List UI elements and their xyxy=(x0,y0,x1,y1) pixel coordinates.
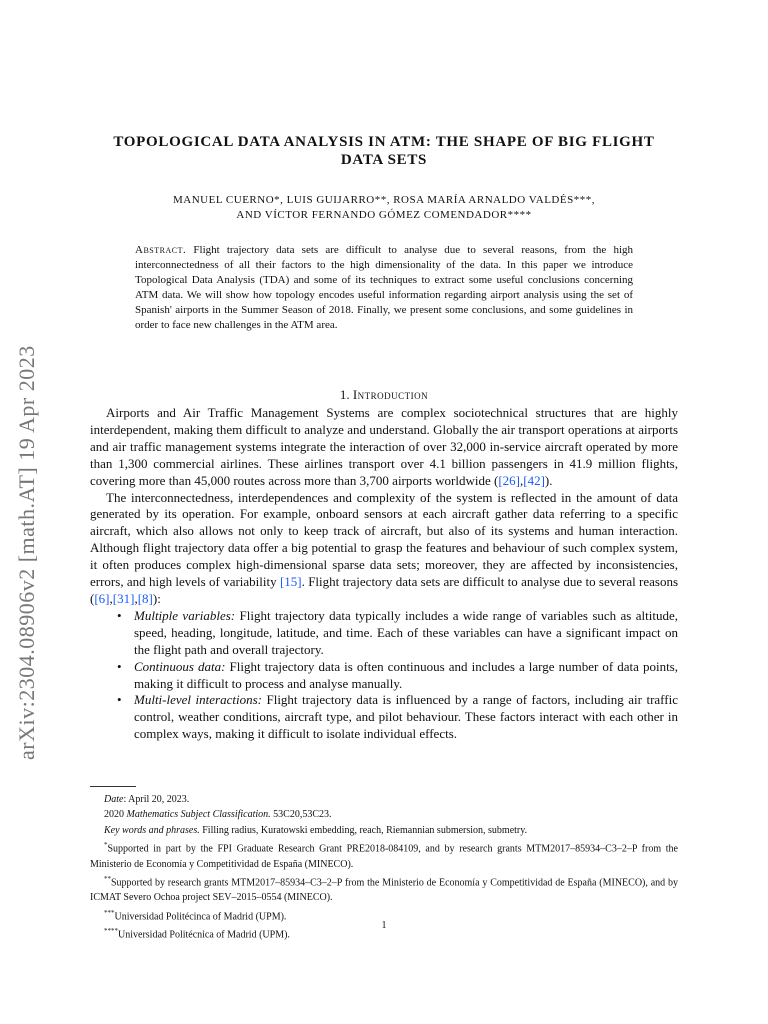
footnote-1 xyxy=(90,838,678,872)
footnote-mark: *** xyxy=(104,908,115,917)
title-line-1: TOPOLOGICAL DATA ANALYSIS IN ATM: THE SHAPE OF BIG FLIGHT xyxy=(113,134,655,150)
abstract-text: Flight trajectory data sets are difficult to analyse due to several reasons, from the high interconnectedness of all their factors to the high dimensionality of the data. In this paper we introduce Topological Data Analysis (TDA) and some of its techniques to extract some useful conclusions concerning ATM data. We will show how topology encodes useful information regarding airport analysis using the set of Spanish' airports in the Summer Season of 2018. Finally, we present some conclusions, and some guidelines in order to face new challenges in the ATM area. xyxy=(135,244,634,331)
footnote-2 xyxy=(90,872,678,906)
citation-link[interactable]: [31] xyxy=(112,590,135,606)
msc-label: Mathematics Subject Classification. xyxy=(126,809,271,821)
citation-link[interactable]: [15] xyxy=(279,574,302,590)
list-item xyxy=(134,608,678,659)
bullet-label: Multiple variables: xyxy=(134,607,236,623)
footnote-msc xyxy=(90,807,678,822)
footnote-mark: **** xyxy=(104,927,118,936)
footnote-mark: * xyxy=(104,840,108,849)
citation-link[interactable]: [42] xyxy=(523,472,545,488)
footnote-text: Supported in part by the FPI Graduate Research Grant PRE2018-084109, and by research grants MTM2017–85934–C3–2–P from the Ministerio de Economía y Competitividad de España (MINECO). xyxy=(90,843,678,870)
p1-text: Airports and Air Traffic Management Systems are complex sociotechnical structures that are highly interdependent, making them difficult to analyze and understand. Globally the air transport operations at airports and air traffic management systems integrate the interaction of over 32,000 in-service aircraft operated by more than 1,300 commercial airlines. These airlines transport over 4.1 billion passengers in 41.9 million flights, covering more than 45,000 routes across more than 3,700 airports worldwide ( xyxy=(90,405,678,488)
section-number: 1. xyxy=(339,387,350,402)
citation-link[interactable]: [26] xyxy=(498,472,520,488)
p2-text: The interconnectedness, interdependences and complexity of the system is reflected in the amount of data generated by its operation. For example, onboard sensors at each aircraft gather data referring to a specific aircraft, which also allows not only to keep track of aircraft, but also of its systems and human interaction. Although flight trajectory data offer a big potential to grasp the features and behaviour of such complex system, it often produces complex high-dimensional sparse data sets; moreover, they are affected by inconsistencies, errors, and high levels of variability xyxy=(90,489,678,590)
msc-prefix: 2020 xyxy=(104,809,127,821)
bullet-label: Continuous data: xyxy=(134,658,226,674)
list-item xyxy=(134,692,678,743)
keywords-value: Filling radius, Kuratowski embedding, reach, Riemannian submersion, submetry. xyxy=(199,824,528,836)
bullet-text: Flight trajectory data is influenced by a range of factors, including air traffic control, weather conditions, aircraft type, and pilot behaviour. These factors interact with each other in complex ways, making it difficult to isolate individual effects. xyxy=(134,692,678,742)
citation-link[interactable]: [6] xyxy=(94,590,110,606)
title-line-2: DATA SETS xyxy=(340,152,428,168)
abstract xyxy=(135,243,633,333)
author-list xyxy=(90,193,678,223)
list-item xyxy=(134,659,678,693)
citation-link[interactable]: [8] xyxy=(137,590,153,606)
bullet-text: Flight trajectory data is often continuous and includes a large number of data points, making it difficult to process and analyse manually. xyxy=(134,658,678,691)
date-label: Date xyxy=(104,794,124,805)
p2-end: ): xyxy=(152,590,161,606)
paper-title xyxy=(90,133,678,169)
section-heading xyxy=(90,387,678,403)
arxiv-identifier: arXiv:2304.08906v2 [math.AT] 19 Apr 2023 xyxy=(14,345,39,760)
abstract-label: Abstract. xyxy=(135,244,187,256)
paragraph-2: The interconnectedness, interdependences and complexity of the system is reflected in the amount of data generated by its operation. For example, onboard sensors at each aircraft gather data referring to a specific aircraft, which also allows not only to keep track of aircraft, but also of its systems and human interaction. Although flight trajectory data offer a big potential to grasp the features and behaviour of such complex system, it often produces complex high-dimensional sparse data sets; moreover, they are affected by inconsistencies, errors, and high levels of variability [15]. Flight trajectory data sets are difficult to analyse due to several reasons ([6],[31],[8]): xyxy=(90,489,679,606)
section-title: Introduction xyxy=(352,387,429,402)
keywords-label: Key words and phrases. xyxy=(104,824,200,836)
authors-line-1: MANUEL CUERNO*, LUIS GUIJARRO**, ROSA MARÍA ARNALDO VALDÉS***, xyxy=(173,194,595,206)
footnote-text: Universidad Politécnica of Madrid (UPM). xyxy=(118,929,290,941)
bullet-label: Multi-level interactions: xyxy=(134,692,262,708)
p1-end: ). xyxy=(544,472,553,488)
paragraph-1: Airports and Air Traffic Management Systems are complex sociotechnical structures that are highly interdependent, making them difficult to analyze and understand. Globally the air transport operations at airports and air traffic management systems integrate the interaction of over 32,000 in-service aircraft operated by more than 1,300 commercial airlines. These airlines transport over 4.1 billion passengers in 41.9 million flights, covering more than 45,000 routes across more than 3,700 airports worldwide ([26],[42]). xyxy=(90,405,678,488)
footnote-date xyxy=(90,792,678,807)
p2-mid: . Flight trajectory data sets are difficult to analyse due to several reasons ( xyxy=(90,574,679,606)
footnote-text: Supported by research grants MTM2017–85934–C3–2–P from the Ministerio de Economía y Competitividad de España (MINECO), and by ICMAT Severo Ochoa project SEV–2015–0554 (MINECO). xyxy=(90,877,678,904)
footnote-mark: ** xyxy=(104,874,111,883)
msc-value: 53C20,53C23. xyxy=(270,809,332,821)
bullet-list xyxy=(90,608,678,743)
footnote-text: Universidad Politécinca of Madrid (UPM). xyxy=(114,911,287,923)
footnote-keywords xyxy=(90,823,678,838)
authors-line-2: AND VÍCTOR FERNANDO GÓMEZ COMENDADOR**** xyxy=(236,209,532,221)
date-value: : April 20, 2023. xyxy=(123,794,190,805)
bullet-text: Flight trajectory data typically includes a wide range of variables such as altitude, speed, heading, longitude, latitude, and time. Each of these variables can have a significant impact on the flight path and overall trajectory. xyxy=(134,607,678,657)
footnote-divider xyxy=(90,786,136,787)
body-text xyxy=(90,405,678,743)
page-number: 1 xyxy=(381,920,387,931)
